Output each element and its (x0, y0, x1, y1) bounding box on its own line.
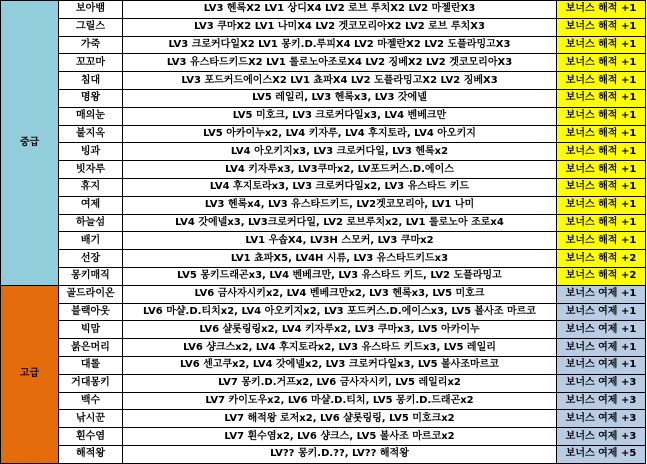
recipe-cell[interactable]: LV6 샬롯링링x2, LV4 키자루x2, LV3 쿠마x3, LV5 아카이누 (123, 321, 557, 339)
bonus-cell[interactable]: 보너스 여제 +1 (557, 303, 646, 321)
bonus-cell[interactable]: 보너스 해적 +1 (557, 143, 646, 161)
name-cell[interactable]: 휴지 (59, 178, 123, 196)
name-cell[interactable]: 빗자루 (59, 161, 123, 179)
table-row (1, 178, 646, 196)
recipe-cell[interactable]: LV3 헨록x4, LV3 유스타드키드, LV2겟코모리아, LV1 나미 (123, 196, 557, 214)
recipe-cell[interactable]: LV5 레일리, LV3 헨록x3, LV3 갓에넬 (123, 89, 557, 107)
recipe-cell[interactable]: LV1 우솝X4, LV3H 스모커, LV3 쿠마x2 (123, 232, 557, 250)
table-row (1, 18, 646, 36)
table-row (1, 428, 646, 446)
recipe-cell[interactable]: LV3 크로커다일X2 LV1 몽키.D.루피X4 LV2 마젤란X2 LV2 도플라밍고X3 (123, 36, 557, 54)
name-cell[interactable]: 블랙아웃 (59, 303, 123, 321)
recipe-cell[interactable]: LV4 후지토라x3, LV3 크로커다일x2, LV3 유스타드 키드 (123, 178, 557, 196)
bonus-cell[interactable]: 보너스 해적 +1 (557, 161, 646, 179)
recipe-cell[interactable]: LV3 쿠마X2 LV1 나미X4 LV2 겟코모리아X2 LV2 로브 루치X3 (123, 18, 557, 36)
name-cell[interactable]: 대롤 (59, 356, 123, 374)
table-row (1, 36, 646, 54)
recipe-cell[interactable]: LV7 흰수염x2, LV6 샹크스, LV5 볼사조 마르코x2 (123, 428, 557, 446)
name-cell[interactable]: 그릴스 (59, 18, 123, 36)
name-cell[interactable]: 백수 (59, 392, 123, 410)
bonus-cell[interactable]: 보너스 여제 +1 (557, 356, 646, 374)
bonus-cell[interactable]: 보너스 해적 +1 (557, 107, 646, 125)
recipe-cell[interactable]: LV6 금사자시키x2, LV4 벤베크만x2, LV3 헨록x3, LV5 미호크 (123, 285, 557, 303)
name-cell[interactable]: 가죽 (59, 36, 123, 54)
bonus-cell[interactable]: 보너스 여제 +5 (557, 445, 646, 463)
recipe-cell[interactable]: LV6 마샬.D.티치x2, LV4 아오키지x2, LV3 포드커스.D.에이스x3, LV5 볼사조 마르코 (123, 303, 557, 321)
table-row (1, 250, 646, 268)
bonus-cell[interactable]: 보너스 여제 +3 (557, 410, 646, 428)
recipe-cell[interactable]: LV3 유스타드키드X2 LV1 롤로노아조로X4 LV2 징베X2 LV2 겟코모리아X3 (123, 54, 557, 72)
name-cell[interactable]: 매의눈 (59, 107, 123, 125)
name-cell[interactable]: 여제 (59, 196, 123, 214)
name-cell[interactable]: 명왕 (59, 89, 123, 107)
table-row (1, 1, 646, 19)
bonus-cell[interactable]: 보너스 해적 +1 (557, 89, 646, 107)
recipe-cell[interactable]: LV7 카이도우x2, LV6 마샬.D.티치, LV5 몽키.D.드래곤x2 (123, 392, 557, 410)
table-row (1, 72, 646, 90)
table-row (1, 339, 646, 357)
table-row (1, 392, 646, 410)
bonus-cell[interactable]: 보너스 해적 +1 (557, 125, 646, 143)
name-cell[interactable]: 빅맘 (59, 321, 123, 339)
table-row (1, 374, 646, 392)
name-cell[interactable]: 붉은머리 (59, 339, 123, 357)
table-row (1, 285, 646, 303)
table-row (1, 196, 646, 214)
recipe-cell[interactable]: LV?? 몽키.D.??, LV?? 해적왕 (123, 445, 557, 463)
bonus-cell[interactable]: 보너스 여제 +3 (557, 428, 646, 446)
recipe-cell[interactable]: LV1 쵸파X5, LV4H 시류, LV3 유스타드키드x3 (123, 250, 557, 268)
recipe-cell[interactable]: LV4 아오키지x3, LV3 크로커다일, LV3 헨록x2 (123, 143, 557, 161)
table-row (1, 125, 646, 143)
bonus-cell[interactable]: 보너스 해적 +1 (557, 214, 646, 232)
recipe-cell[interactable]: LV6 샹크스x2, LV4 후지토라x2, LV3 유스타드 키드x3, LV5 레일리 (123, 339, 557, 357)
table-row (1, 161, 646, 179)
bonus-cell[interactable]: 보너스 해적 +1 (557, 178, 646, 196)
recipe-cell[interactable]: LV4 갓에넬x3, LV3크로커다일, LV2 로브루치x2, LV1 롤로노아 조로x4 (123, 214, 557, 232)
bonus-cell[interactable]: 보너스 해적 +1 (557, 196, 646, 214)
bonus-cell[interactable]: 보너스 해적 +1 (557, 72, 646, 90)
table-row (1, 303, 646, 321)
table-row (1, 143, 646, 161)
bonus-cell[interactable]: 보너스 해적 +1 (557, 18, 646, 36)
table-row (1, 54, 646, 72)
table-row (1, 356, 646, 374)
bonus-cell[interactable]: 보너스 여제 +1 (557, 339, 646, 357)
recipe-cell[interactable]: LV6 센고쿠x2, LV4 갓에넬x2, LV3 크로커다일x3, LV5 볼사조마르코 (123, 356, 557, 374)
recipe-cell[interactable]: LV4 키자루x3, LV3쿠마x2, LV포드커스.D.에이스 (123, 161, 557, 179)
table-row (1, 445, 646, 463)
name-cell[interactable]: 하늘섬 (59, 214, 123, 232)
table-row (1, 214, 646, 232)
bonus-cell[interactable]: 보너스 여제 +3 (557, 392, 646, 410)
recipe-cell[interactable]: LV5 몽키드래곤x3, LV4 벤베크만, LV3 유스타드 키드, LV2 도플라밍고 (123, 267, 557, 285)
bonus-cell[interactable]: 보너스 해적 +2 (557, 267, 646, 285)
name-cell[interactable]: 배기 (59, 232, 123, 250)
name-cell[interactable]: 불지옥 (59, 125, 123, 143)
name-cell[interactable]: 낚시꾼 (59, 410, 123, 428)
bonus-cell[interactable]: 보너스 여제 +1 (557, 285, 646, 303)
name-cell[interactable]: 침대 (59, 72, 123, 90)
recipe-cell[interactable]: LV3 헨록X2 LV1 상디X4 LV2 로브 루치X2 LV2 마젤란X3 (123, 1, 557, 19)
bonus-cell[interactable]: 보너스 해적 +1 (557, 1, 646, 19)
bonus-cell[interactable]: 보너스 여제 +3 (557, 374, 646, 392)
bonus-cell[interactable]: 보너스 해적 +2 (557, 250, 646, 268)
table-row (1, 107, 646, 125)
recipe-cell[interactable]: LV5 미호크, LV3 크로커다일x3, LV4 벤베크만 (123, 107, 557, 125)
name-cell[interactable]: 보아뱀 (59, 1, 123, 19)
name-cell[interactable]: 거대몽키 (59, 374, 123, 392)
table-row (1, 321, 646, 339)
name-cell[interactable]: 빙과 (59, 143, 123, 161)
name-cell[interactable]: 흰수염 (59, 428, 123, 446)
name-cell[interactable]: 꼬꼬마 (59, 54, 123, 72)
bonus-cell[interactable]: 보너스 해적 +1 (557, 54, 646, 72)
bonus-cell[interactable]: 보너스 해적 +1 (557, 36, 646, 54)
bonus-cell[interactable]: 보너스 해적 +1 (557, 232, 646, 250)
grade-cell[interactable]: 중급 (1, 1, 59, 286)
grade-cell[interactable]: 고급 (1, 285, 59, 463)
recipe-cell[interactable]: LV7 해적왕 로저x2, LV6 샬롯링링, LV5 미호크x2 (123, 410, 557, 428)
recipe-cell[interactable]: LV3 포드커드에이스X2 LV1 쵸파X4 LV2 도플라밍고X2 LV2 징베X3 (123, 72, 557, 90)
recipe-cell[interactable]: LV5 아카이누x2, LV4 키자루, LV4 후지토라, LV4 아오키지 (123, 125, 557, 143)
name-cell[interactable]: 골드라이온 (59, 285, 123, 303)
recipe-cell[interactable]: LV7 몽키.D.거프x2, LV6 금사자시키, LV5 레일리x2 (123, 374, 557, 392)
table-row (1, 89, 646, 107)
name-cell[interactable]: 해적왕 (59, 445, 123, 463)
name-cell[interactable]: 선장 (59, 250, 123, 268)
table-row (1, 410, 646, 428)
table-row (1, 267, 646, 285)
table-row (1, 232, 646, 250)
bonus-cell[interactable]: 보너스 여제 +1 (557, 321, 646, 339)
name-cell[interactable]: 몽키매직 (59, 267, 123, 285)
